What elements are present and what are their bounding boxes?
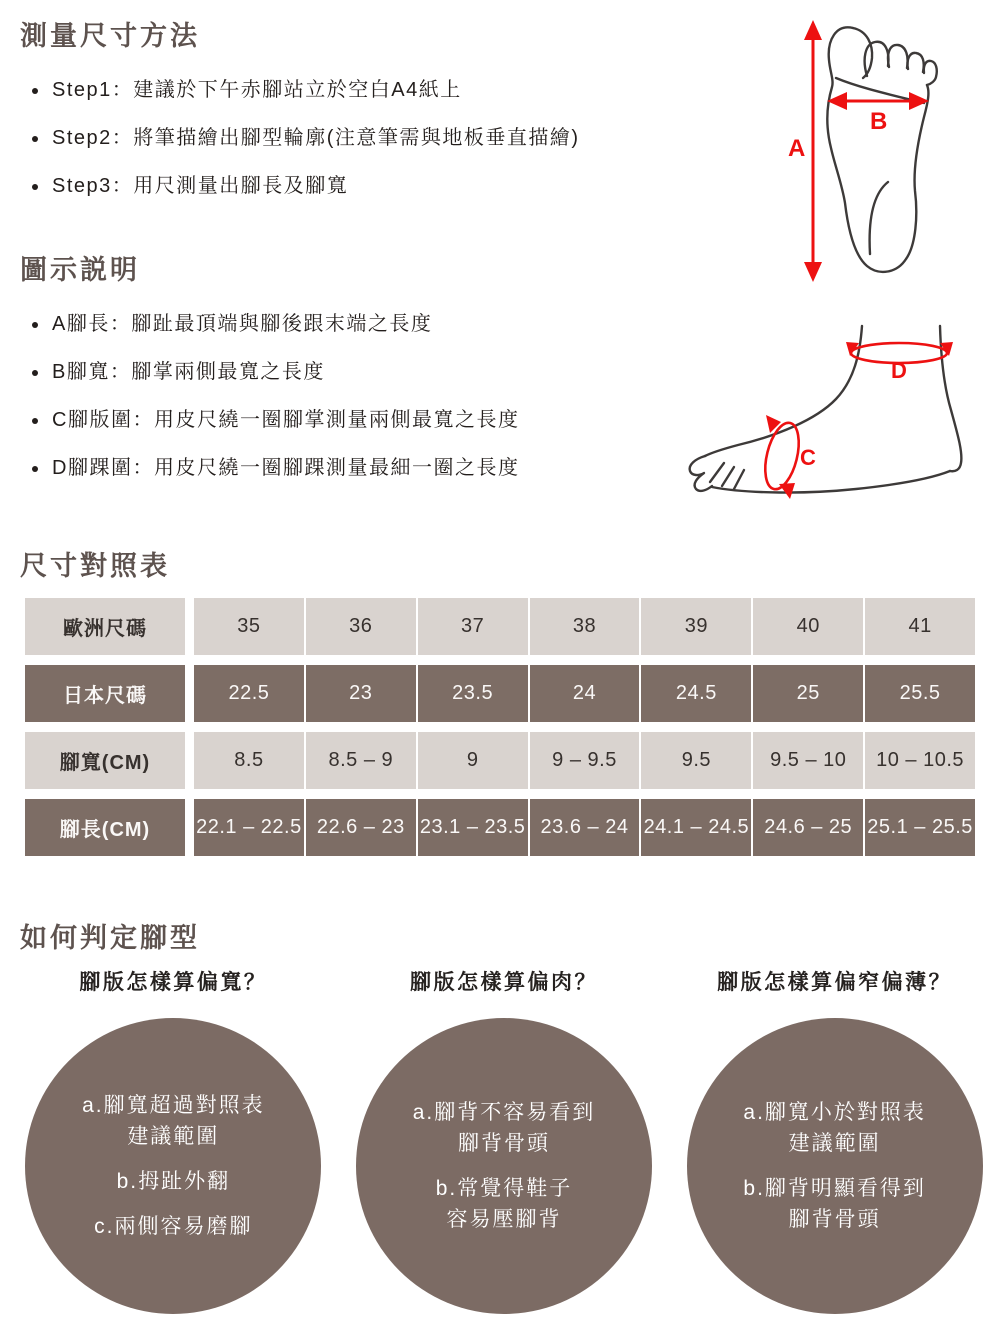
foot-type-circle (356, 1018, 652, 1314)
legend-item-d: D腳踝圍：用皮尺繞一圈腳踝測量最細一圈之長度 (30, 444, 519, 492)
table-cell: 9.5 (639, 732, 751, 789)
label-b: B (870, 108, 888, 135)
legend-item-c: C腳版圍：用皮尺繞一圈腳掌測量兩側最寬之長度 (30, 396, 519, 444)
table-cell: 23 (304, 665, 416, 722)
foot-type-circle (25, 1018, 321, 1314)
table-cell: 25.5 (863, 665, 975, 722)
table-cell: 36 (304, 598, 416, 655)
table-cell: 24.1 – 24.5 (639, 799, 751, 856)
table-cell: 25 (751, 665, 863, 722)
foot-side-outline-icon (690, 326, 962, 493)
foot-type-card-fleshy (340, 966, 669, 1314)
table-cell: 25.1 – 25.5 (863, 799, 975, 856)
table-cell: 23.1 – 23.5 (416, 799, 528, 856)
foot-sole-diagram (758, 4, 998, 294)
legend-list (30, 300, 519, 492)
foot-type-circle (687, 1018, 983, 1314)
measure-steps-list (30, 66, 580, 210)
circle-text-line: b.常覺得鞋子 (435, 1177, 573, 1200)
table-cell: 40 (751, 598, 863, 655)
section-title-foot-type: 如何判定腳型 (20, 923, 200, 953)
size-comparison-table (25, 598, 975, 866)
table-cell: 9.5 – 10 (751, 732, 863, 789)
table-row-foot-length (25, 799, 975, 856)
table-cell: 23.6 – 24 (528, 799, 640, 856)
table-cell: 24 (528, 665, 640, 722)
table-cell: 8.5 (194, 732, 304, 789)
table-cell: 22.5 (194, 665, 304, 722)
table-cell: 37 (416, 598, 528, 655)
label-d: D (891, 358, 907, 383)
table-cell: 9 (416, 732, 528, 789)
table-cell: 22.6 – 23 (304, 799, 416, 856)
legend-item-b: B腳寬：腳掌兩側最寬之長度 (30, 348, 519, 396)
instep-girth-arrow-icon (759, 415, 805, 499)
card-heading: 腳版怎樣算偏肉？ (410, 971, 598, 994)
row-header-foot-width: 腳寬(CM) (25, 732, 185, 789)
table-cell: 41 (863, 598, 975, 655)
table-row-eu (25, 598, 975, 655)
circle-text-line: c.兩側容易磨腳 (94, 1215, 253, 1238)
legend-item-a: A腳長：腳趾最頂端與腳後跟末端之長度 (30, 300, 519, 348)
circle-text-line: b.拇趾外翻 (116, 1170, 231, 1193)
table-cell: 8.5 – 9 (304, 732, 416, 789)
circle-text-line: a.腳寬小於對照表 (743, 1101, 926, 1124)
circle-text-line: 容易壓腳背 (446, 1208, 562, 1231)
row-header-eu: 歐洲尺碼 (25, 598, 185, 655)
table-cell: 39 (639, 598, 751, 655)
section-title-size-table: 尺寸對照表 (20, 551, 170, 581)
foot-sole-outline-icon (827, 27, 936, 272)
label-c: C (800, 445, 816, 470)
table-cell: 38 (528, 598, 640, 655)
foot-side-diagram (678, 312, 998, 512)
foot-type-cards (8, 966, 1000, 1314)
table-cell: 35 (194, 598, 304, 655)
card-heading: 腳版怎樣算偏窄偏薄？ (717, 971, 953, 994)
table-cell: 22.1 – 22.5 (194, 799, 304, 856)
table-cell: 10 – 10.5 (863, 732, 975, 789)
circle-text-line: b.腳背明顯看得到 (743, 1177, 926, 1200)
table-row-foot-width (25, 732, 975, 789)
table-row-jp (25, 665, 975, 722)
row-header-jp: 日本尺碼 (25, 665, 185, 722)
section-title-legend: 圖示説明 (20, 255, 140, 285)
section-title-measure: 測量尺寸方法 (20, 21, 200, 51)
table-cell: 9 – 9.5 (528, 732, 640, 789)
table-cell: 23.5 (416, 665, 528, 722)
label-a: A (788, 135, 806, 162)
circle-text-line: 腳背骨頭 (457, 1132, 550, 1155)
foot-type-card-narrow (670, 966, 999, 1314)
table-cell: 24.6 – 25 (751, 799, 863, 856)
circle-text-line: 建議範圍 (788, 1132, 881, 1155)
circle-text-line: 腳背骨頭 (788, 1208, 881, 1231)
card-heading: 腳版怎樣算偏寬？ (79, 971, 268, 994)
table-cell: 24.5 (639, 665, 751, 722)
circle-text-line: 建議範圍 (127, 1125, 220, 1148)
measure-step-2: Step2：將筆描繪出腳型輪廓(注意筆需與地板垂直描繪) (30, 114, 580, 162)
circle-text-line: a.腳寬超過對照表 (82, 1094, 265, 1117)
length-arrow-icon (804, 20, 822, 282)
row-header-foot-length: 腳長(CM) (25, 799, 185, 856)
measure-step-3: Step3：用尺測量出腳長及腳寬 (30, 162, 580, 210)
foot-type-card-wide (9, 966, 338, 1314)
measure-step-1: Step1：建議於下午赤腳站立於空白A4紙上 (30, 66, 580, 114)
circle-text-line: a.腳背不容易看到 (412, 1101, 596, 1124)
